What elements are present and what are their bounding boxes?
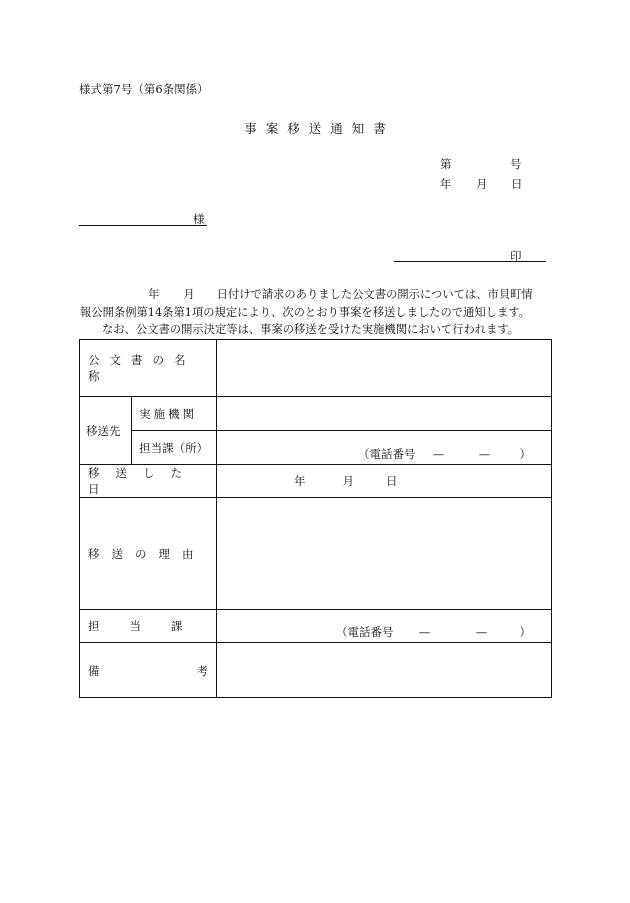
body-line-3: なお、公文書の開示決定等は、事案の移送を受けた実施機関において行われます。	[102, 323, 520, 336]
remarks-value	[217, 643, 552, 698]
date-month: 月	[476, 177, 488, 191]
phone-dash-2: —	[478, 447, 491, 461]
row-document-name	[80, 340, 552, 397]
addressee-suffix: 様	[193, 212, 205, 226]
body-month: 月	[183, 288, 195, 301]
body-year: 年	[148, 288, 160, 301]
body-line-1-text: 日付けで請求のありました公文書の開示については、市貝町情	[216, 288, 533, 301]
row-charge	[80, 610, 552, 643]
row-agency	[80, 397, 552, 431]
phone-close: ）	[519, 447, 531, 461]
agency-value	[217, 397, 552, 431]
agency-label: 実施機関	[132, 397, 217, 431]
transfer-year: 年	[294, 474, 306, 488]
section-label: 担当課（所）	[132, 431, 217, 465]
phone-dash-3: —	[418, 625, 431, 639]
notice-body	[79, 286, 551, 339]
charge-phone	[217, 610, 552, 643]
body-line-1	[79, 286, 551, 304]
remarks-label: 備 考	[80, 643, 217, 698]
reason-value	[217, 498, 552, 610]
doc-name-value	[217, 340, 552, 397]
form-number: 様式第7号（第6条関係）	[79, 82, 209, 96]
transfer-month: 月	[342, 474, 354, 488]
date-day: 日	[511, 177, 523, 191]
transfer-date-value	[217, 465, 552, 498]
row-transfer-date	[80, 465, 552, 498]
phone-open-2: （電話番号	[336, 625, 394, 639]
row-section	[80, 431, 552, 465]
date-label: 移送した日	[80, 465, 217, 498]
body-line-2: 報公開条例第14条第1項の規定により、次のとおり事案を移送しましたので通知します。	[80, 305, 530, 319]
phone-open: （電話番号	[358, 447, 416, 461]
doc-name-label: 公文書の名称	[80, 340, 217, 397]
phone-dash-1: —	[432, 447, 445, 461]
row-remarks	[80, 643, 552, 698]
section-phone	[217, 431, 552, 465]
transfer-table	[79, 339, 552, 698]
row-reason	[80, 498, 552, 610]
seal-mark: 印	[510, 249, 522, 263]
phone-close-2: ）	[519, 625, 531, 639]
addressee-line	[79, 225, 207, 226]
reason-label: 移送の理由	[80, 498, 217, 610]
phone-dash-4: —	[475, 625, 488, 639]
transfer-day: 日	[386, 474, 398, 488]
number-prefix: 第	[440, 157, 452, 171]
charge-label: 担当課	[80, 610, 217, 643]
destination-label: 移送先	[80, 397, 132, 465]
date-year: 年	[440, 177, 452, 191]
document-title: 事案移送通知書	[244, 121, 395, 136]
sender-line	[394, 261, 546, 262]
number-suffix: 号	[510, 157, 522, 171]
